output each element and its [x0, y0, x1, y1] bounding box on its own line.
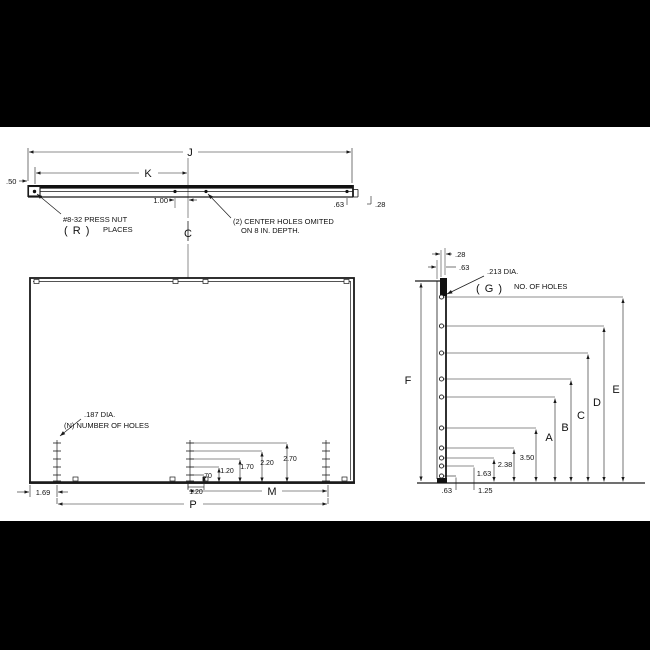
press-nut-note-line1: #8-32 PRESS NUT	[63, 215, 128, 224]
center-holes-note-line1: (2) CENTER HOLES OMITED	[233, 217, 334, 226]
dim-top-lip: .28	[455, 250, 466, 259]
dim-100: 1.00	[153, 196, 168, 205]
dim-side-E: E	[612, 384, 620, 396]
side-view	[405, 248, 645, 495]
dim-F: F	[404, 375, 412, 387]
dim-top-flange: .63	[459, 263, 470, 272]
side-hole-note-line1: .213 DIA.	[487, 267, 519, 276]
dim-K: K	[144, 168, 152, 180]
dim-row-120: 1.20	[220, 468, 234, 475]
front-view	[17, 278, 355, 511]
dim-50: .50	[6, 177, 17, 186]
front-hole-note-line1: .187 DIA.	[84, 410, 116, 419]
dim-side-350: 3.50	[519, 453, 535, 462]
dim-169: 1.69	[35, 488, 51, 497]
dim-side-238: 2.38	[497, 460, 513, 469]
dim-row-170: 1.70	[240, 464, 254, 471]
press-nut-note-paren: ( R )	[64, 225, 91, 237]
dim-row-220: 2.20	[260, 460, 274, 467]
dim-28-end: .28	[375, 200, 386, 209]
dim-63-end: .63	[333, 200, 344, 209]
dim-P: P	[189, 499, 197, 511]
dim-side-D: D	[593, 397, 601, 409]
dim-row-270: 2.70	[283, 456, 297, 463]
center-holes-note-line2: ON 8 IN. DEPTH.	[241, 226, 300, 235]
side-hole-note-paren: ( G )	[476, 283, 503, 295]
dim-side-163: 1.63	[476, 469, 492, 478]
side-hole-note-suffix: NO. OF HOLES	[514, 282, 568, 291]
dim-side-125: 1.25	[478, 486, 493, 495]
dim-J: J	[187, 147, 193, 159]
dim-center-offset: 1.20	[189, 489, 203, 496]
dim-row-70: .70	[202, 473, 212, 480]
dim-side-B: B	[561, 422, 569, 434]
dim-side-C: C	[577, 410, 585, 422]
front-hole-note-line2: (N) NUMBER OF HOLES	[64, 421, 150, 430]
dim-side-A: A	[545, 432, 553, 444]
dim-side-63: .63	[441, 486, 452, 495]
dim-M: M	[267, 486, 277, 498]
centerline-symbol: C	[184, 228, 192, 240]
press-nut-note-suffix: PLACES	[103, 225, 133, 234]
